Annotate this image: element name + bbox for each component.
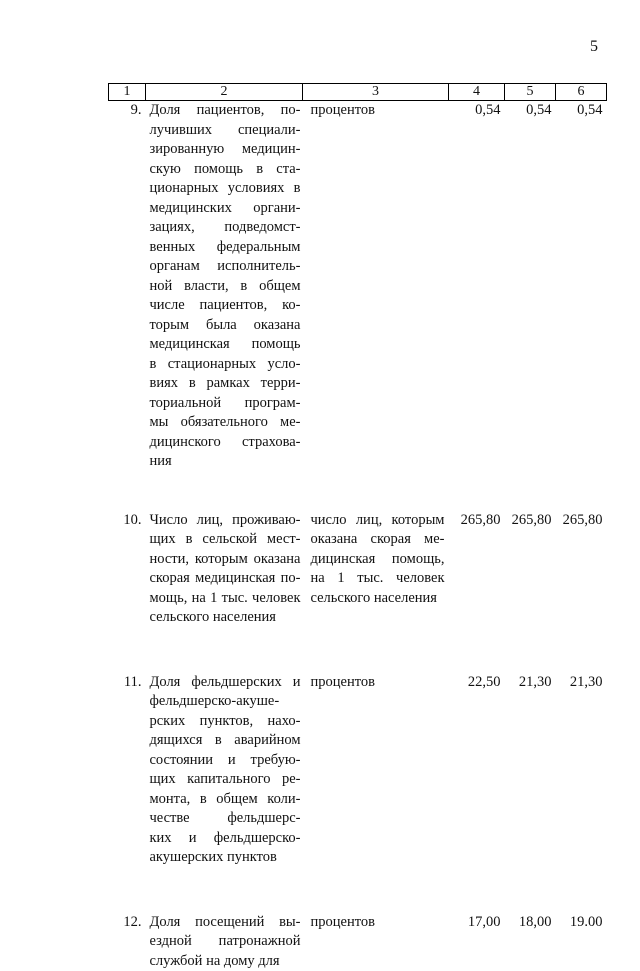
page-number: 5 <box>590 38 598 56</box>
description-line: ния <box>150 452 301 472</box>
value-v6: 265,80 <box>556 511 607 628</box>
description-line: медицинская помощь <box>150 335 301 355</box>
description-line: зированную медицин- <box>150 140 301 160</box>
description-line: акушерских пунктов <box>150 848 301 868</box>
description-line: сельского населения <box>150 608 301 628</box>
description-line: Число лиц, проживаю- <box>150 511 301 531</box>
description-line: ториальной програм- <box>150 394 301 414</box>
description-line: Доля посещений вы- <box>150 913 301 933</box>
indicator-description <box>146 913 303 971</box>
indicator-description <box>146 673 303 868</box>
description-line: скую помощь в ста- <box>150 160 301 180</box>
description-line: Доля пациентов, по- <box>150 101 301 121</box>
description-line: числе пациентов, ко- <box>150 296 301 316</box>
value-v4: 22,50 <box>449 673 505 868</box>
value-v5: 265,80 <box>505 511 556 628</box>
description-line: торым была оказана <box>150 316 301 336</box>
row-number: 9. <box>109 101 146 472</box>
description-line: щих капитального ре- <box>150 770 301 790</box>
column-header: 3 <box>303 84 449 101</box>
description-line: лучивших специали- <box>150 121 301 141</box>
description-line: службой на дому для <box>150 952 301 971</box>
table-row <box>109 511 607 628</box>
unit-line: процентов <box>311 913 445 933</box>
unit-line: оказана скорая ме- <box>311 530 445 550</box>
unit-of-measure <box>303 511 449 628</box>
description-line: фельдшерско-акуше- <box>150 692 301 712</box>
description-line: ционарных условиях в <box>150 179 301 199</box>
indicators-table <box>108 83 607 971</box>
description-line: органам исполнитель- <box>150 257 301 277</box>
description-line: щих в сельской мест- <box>150 530 301 550</box>
indicator-description <box>146 511 303 628</box>
unit-line: на 1 тыс. человек <box>311 569 445 589</box>
description-line: состоянии и требую- <box>150 751 301 771</box>
column-header: 4 <box>449 84 505 101</box>
unit-of-measure <box>303 673 449 868</box>
indicator-description <box>146 101 303 472</box>
description-line: ездной патронажной <box>150 932 301 952</box>
value-v5: 0,54 <box>505 101 556 472</box>
column-header: 2 <box>146 84 303 101</box>
unit-line: процентов <box>311 673 445 693</box>
description-line: Доля фельдшерских и <box>150 673 301 693</box>
table-row <box>109 673 607 868</box>
description-line: монта, в общем коли- <box>150 790 301 810</box>
description-line: виях в рамках терри- <box>150 374 301 394</box>
row-number: 10. <box>109 511 146 628</box>
description-line: ности, которым оказана <box>150 550 301 570</box>
description-line: скорая медицинская по- <box>150 569 301 589</box>
description-line: мы обязательного ме- <box>150 413 301 433</box>
row-number: 12. <box>109 913 146 971</box>
value-v5: 21,30 <box>505 673 556 868</box>
unit-line: процентов <box>311 101 445 121</box>
description-line: мощь, на 1 тыс. человек <box>150 589 301 609</box>
unit-of-measure <box>303 101 449 472</box>
value-v4: 265,80 <box>449 511 505 628</box>
column-header: 5 <box>505 84 556 101</box>
unit-of-measure <box>303 913 449 971</box>
value-v6: 0,54 <box>556 101 607 472</box>
value-v6: 19.00 <box>556 913 607 971</box>
description-line: ной власти, в общем <box>150 277 301 297</box>
row-number: 11. <box>109 673 146 868</box>
value-v6: 21,30 <box>556 673 607 868</box>
description-line: в стационарных усло- <box>150 355 301 375</box>
value-v4: 0,54 <box>449 101 505 472</box>
value-v4: 17,00 <box>449 913 505 971</box>
column-header: 1 <box>109 84 146 101</box>
description-line: дящихся в аварийном <box>150 731 301 751</box>
unit-line: дицинская помощь, <box>311 550 445 570</box>
description-line: честве фельдшерс- <box>150 809 301 829</box>
value-v5: 18,00 <box>505 913 556 971</box>
unit-line: сельского населения <box>311 589 445 609</box>
description-line: рских пунктов, нахо- <box>150 712 301 732</box>
table-row <box>109 913 607 971</box>
description-line: медицинских органи- <box>150 199 301 219</box>
table-header-row <box>109 84 607 101</box>
description-line: зациях, подведомст- <box>150 218 301 238</box>
table-row <box>109 101 607 472</box>
description-line: ких и фельдшерско- <box>150 829 301 849</box>
description-line: венных федеральным <box>150 238 301 258</box>
description-line: дицинского страхова- <box>150 433 301 453</box>
column-header: 6 <box>556 84 607 101</box>
unit-line: число лиц, которым <box>311 511 445 531</box>
